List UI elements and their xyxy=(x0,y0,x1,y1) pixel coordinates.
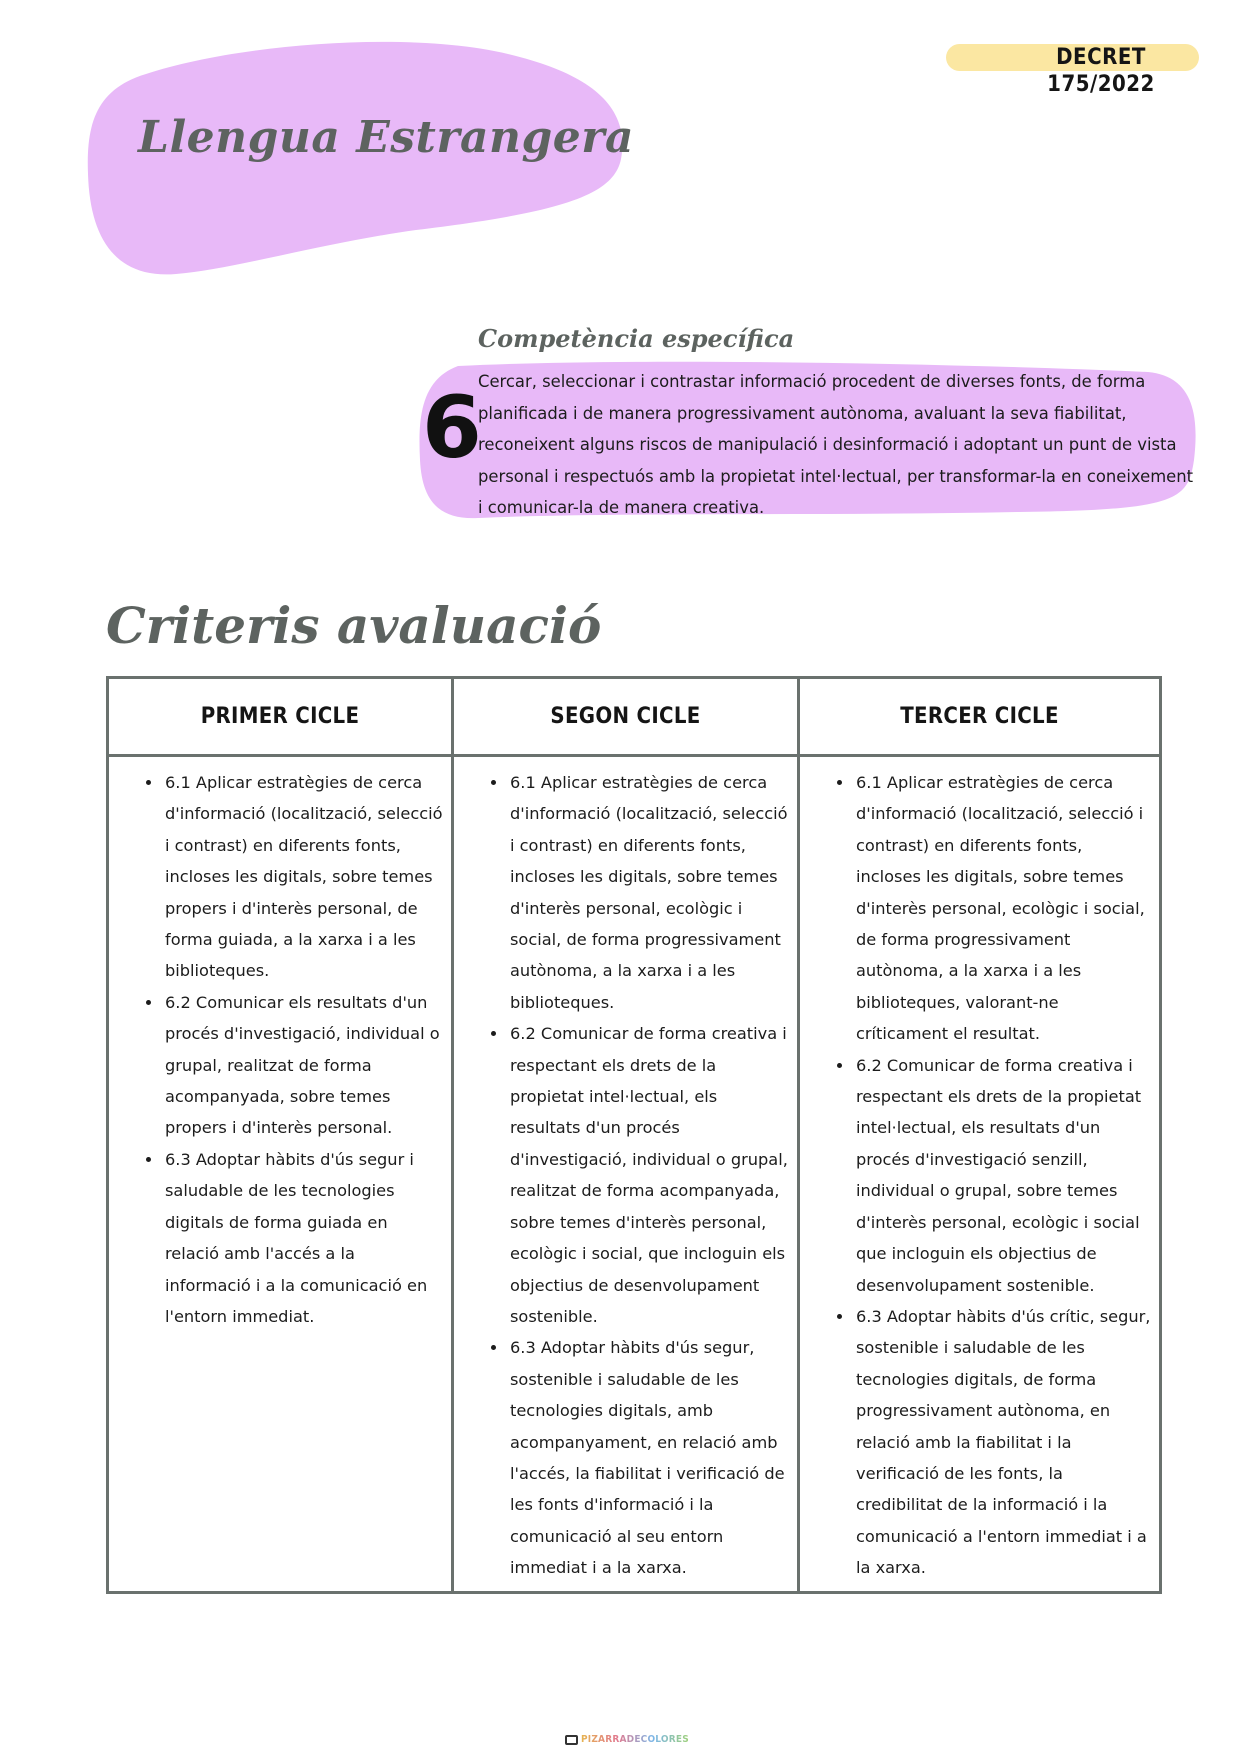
criterion-item: • 6.3 Adoptar hàbits d'ús crític, segur, sostenible i saludable de les tecnologies digitals, de forma progressivament autònoma, en relació amb la fiabilitat i la verificació de les fonts, la credibilitat de la informació i la comunicació a l'entorn immediat i a la xarxa. xyxy=(854,1301,1151,1584)
primer-cicle-cell xyxy=(108,756,453,1593)
segon-cicle-list xyxy=(454,757,797,1584)
tercer-cicle-list xyxy=(800,757,1159,1584)
footer-logo-text: PIZARRADECOLORES xyxy=(581,1734,689,1746)
criteria-table xyxy=(106,676,1162,1594)
criterion-item: • 6.2 Comunicar de forma creativa i respectant els drets de la propietat intel·lectual, els resultats d'un procés d'investigació senzill, individual o grupal, sobre temes d'interès personal, ecològic i social que incloguin els objectius de desenvolupament sostenible. xyxy=(854,1050,1151,1301)
criterion-item: • 6.1 Aplicar estratègies de cerca d'informació (localització, selecció i contrast) en diferents fonts, incloses les digitals, sobre temes d'interès personal, ecològic i social, de forma progressivament autònoma, a la xarxa i a les biblioteques. xyxy=(508,767,789,1018)
competence-heading: Competència específica xyxy=(478,324,795,353)
tercer-cicle-cell xyxy=(799,756,1161,1593)
criterion-item: • 6.3 Adoptar hàbits d'ús segur, sostenible i saludable de les tecnologies digitals, amb acompanyament, en relació amb l'accés, la fiabilitat i verificació de les fonts d'informació i la comunicació al seu entorn immediat i a la xarxa. xyxy=(508,1332,789,1583)
criterion-item: • 6.1 Aplicar estratègies de cerca d'informació (localització, selecció i contrast) en diferents fonts, incloses les digitals, sobre temes d'interès personal, ecològic i social, de forma progressivament autònoma, a la xarxa i a les biblioteques, valorant-ne críticament el resultat. xyxy=(854,767,1151,1050)
criterion-item: • 6.1 Aplicar estratègies de cerca d'informació (localització, selecció i contrast) en diferents fonts, incloses les digitals, sobre temes propers i d'interès personal, de forma guiada, a la xarxa i a les biblioteques. xyxy=(163,767,443,987)
page-title: Llengua Estrangera xyxy=(138,112,634,163)
criterion-item: • 6.2 Comunicar de forma creativa i respectant els drets de la propietat intel·lectual, els resultats d'un procés d'investigació, individual o grupal, realitzat de forma acompanyada, sobre temes d'interès personal, ecològic i social, que incloguin els objectius de desenvolupament sostenible. xyxy=(508,1018,789,1332)
competence-number: 6 xyxy=(422,378,482,478)
criterion-item: • 6.3 Adoptar hàbits d'ús segur i saludable de les tecnologies digitals de forma guiada en relació amb l'accés a la informació i a la comunicació en l'entorn immediat. xyxy=(163,1144,443,1332)
criteria-body-row xyxy=(108,756,1161,1593)
competence-text: Cercar, seleccionar i contrastar informació procedent de diverses fonts, de forma planificada i de manera progressivament autònoma, avaluant la seva fiabilitat, reconeixent alguns riscos de manipulació i desinformació i adoptant un punt de vista personal i respectuós amb la propietat intel·lectual, per transformar-la en coneixement i comunicar-la de manera creativa. xyxy=(478,372,1194,517)
criterion-item: • 6.2 Comunicar els resultats d'un procés d'investigació, individual o grupal, realitzat de forma acompanyada, sobre temes propers i d'interès personal. xyxy=(163,987,443,1144)
decret-label: DECRET 175/2022 xyxy=(1047,45,1155,97)
criteria-header-row xyxy=(108,678,1161,756)
column-header-segon-cicle: SEGON CICLE xyxy=(453,678,799,756)
column-header-tercer-cicle: TERCER CICLE xyxy=(799,678,1161,756)
column-header-primer-cicle: PRIMER CICLE xyxy=(108,678,453,756)
footer-logo xyxy=(565,1731,689,1746)
criteria-title: Criteris avaluació xyxy=(106,596,602,655)
primer-cicle-list xyxy=(109,757,451,1332)
segon-cicle-cell xyxy=(453,756,799,1593)
chalkboard-icon xyxy=(565,1735,578,1745)
